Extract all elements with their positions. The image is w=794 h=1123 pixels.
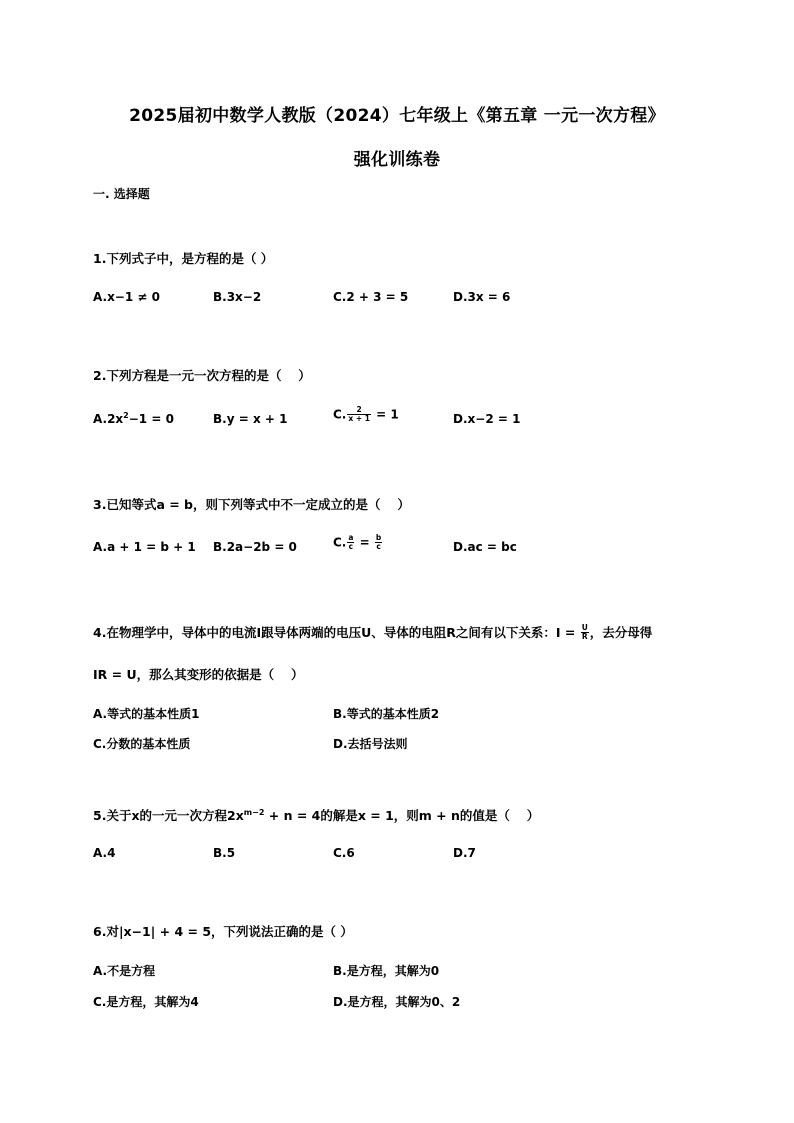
question-3-option-d: D.ac = bc (453, 540, 517, 554)
question-4-option-c: C.分数的基本性质 (93, 737, 191, 751)
question-6-option-d: D.是方程，其解为0、2 (333, 995, 461, 1009)
question-1-option-a: A.x−1 ≠ 0 (93, 290, 160, 304)
question-5-option-d: D.7 (453, 846, 476, 860)
question-6-option-c: C.是方程，其解为4 (93, 995, 199, 1009)
question-2-option-c: C. $\frac{2}{x + 1}$ = 1 (333, 405, 399, 423)
fraction: $\frac{a}{c}$ (348, 533, 354, 551)
question-3-stem: 3.已知等式a = b，则下列等式中不一定成立的是（ ） (93, 497, 410, 512)
fraction: $\frac{U}{R}$ (581, 622, 588, 641)
question-2-stem: 2.下列方程是一元一次方程的是（ ） (93, 368, 311, 383)
question-1-option-b: B.3x−2 (213, 290, 262, 304)
question-4-option-d: D.去括号法则 (333, 737, 408, 751)
question-3-option-a: A.a + 1 = b + 1 (93, 540, 196, 554)
question-4-option-b: B.等式的基本性质2 (333, 707, 440, 721)
question-2-option-a: $A.2x^2-1 = 0$ (93, 411, 174, 426)
question-5-option-b: B.5 (213, 846, 236, 860)
section-heading: 一. 选择题 (93, 187, 150, 201)
question-6-option-a: A.不是方程 (93, 964, 156, 978)
question-3-option-b: B.2a−2b = 0 (213, 540, 297, 554)
question-2-option-d: D.x−2 = 1 (453, 412, 521, 426)
question-1-option-c: C.2 + 3 = 5 (333, 290, 409, 304)
fraction: $\frac{b}{c}$ (375, 533, 382, 551)
fraction: $\frac{2}{x + 1}$ (348, 405, 370, 423)
question-5-stem: 5.关于x的一元一次方程$2x^{m-2} + n = 4$的解是x = 1，则m + n的值是（ ） (93, 808, 540, 823)
question-6-option-b: B.是方程，其解为0 (333, 964, 440, 978)
question-2-option-b: B.y = x + 1 (213, 412, 288, 426)
exam-subtitle: 强化训练卷 (353, 150, 441, 170)
question-4-stem: 4.在物理学中，导体中的电流I跟导体两端的电压U、导体的电阻R之间有以下关系：I = $\frac{U}{R}$ ，去分母得 (93, 622, 653, 641)
question-1-stem: 1.下列式子中，是方程的是（ ） (93, 251, 274, 266)
question-5-option-a: A.4 (93, 846, 116, 860)
question-1-option-d: D.3x = 6 (453, 290, 511, 304)
question-4-option-a: A.等式的基本性质1 (93, 707, 200, 721)
question-6-stem: 6.对|x−1| + 4 = 5，下列说法正确的是（ ） (93, 924, 353, 939)
question-3-option-c: C. $\frac{a}{c}$ = $\frac{b}{c}$ (333, 533, 382, 551)
exam-title: 2025届初中数学人教版（2024）七年级上《第五章 一元一次方程》 (129, 106, 665, 126)
question-5-option-c: C.6 (333, 846, 355, 860)
question-4-stem-line2: IR = U，那么其变形的依据是（ ） (93, 667, 304, 682)
